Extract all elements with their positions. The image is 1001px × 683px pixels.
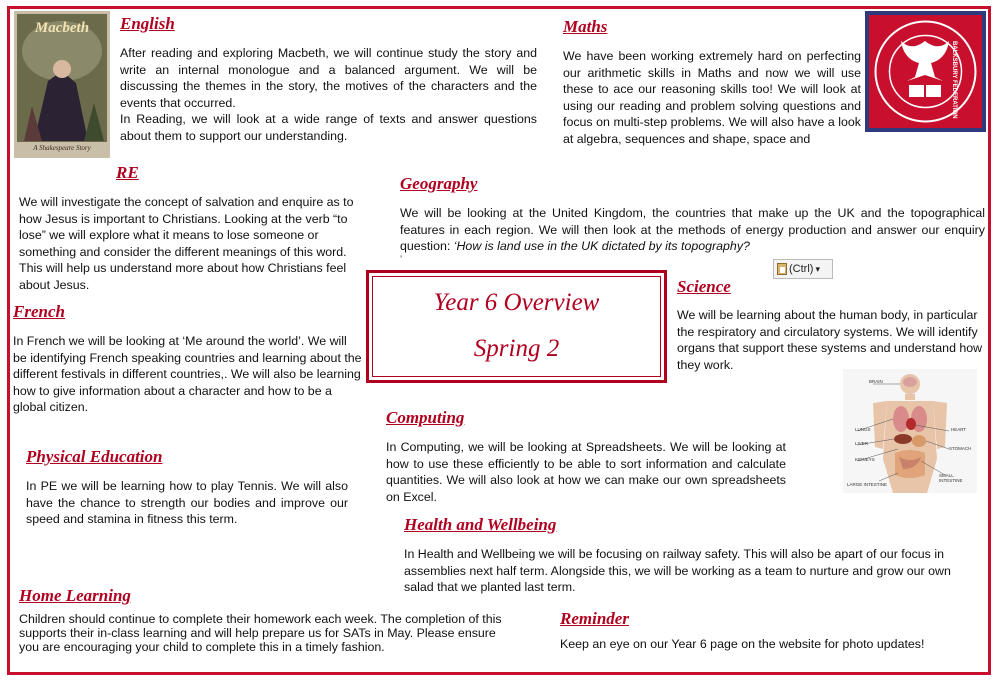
maths-text: We have been working extremely hard on perfecting our arithmetic skills in Maths and now we will use these to ace our reasoning skills too! We will look at using our reading and problem solving questions and focus on multi-step problems. We will also have a look at algebra, sequences and shape, space and [563, 49, 861, 146]
english-text-p1: After reading and exploring Macbeth, we will continue study the story and write an internal monologue and a balanced argument. We will be discussing the themes in the story, the motives of the characters and the events that occurred. [120, 46, 537, 110]
french-heading: French [13, 302, 65, 321]
reminder-text: Keep an eye on our Year 6 page on the website for photo updates! [560, 637, 925, 651]
anatomy-label-large-intestine: LARGE INTESTINE [847, 482, 888, 487]
re-heading: RE [116, 163, 139, 182]
paste-options-button[interactable] [773, 259, 833, 279]
geography-text [400, 205, 985, 264]
english-heading: English [120, 14, 175, 33]
computing-text: In Computing, we will be looking at Spreadsheets. We will be looking at how to use these efficiently to be able to sort information and calculate quantities. We will also look at how we can make our own spreadsheets on Excel. [386, 440, 786, 504]
pe-text: In PE we will be learning how to play Tennis. We will also have the chance to strength our bodies and improve our speed and stamina in fitness this term. [26, 479, 348, 527]
health-text: In Health and Wellbeing we will be focusing on railway safety. This will also be apart of our focus in assemblies next half term. Alongside this, we will be working as a team to nurture and grow our own salad that we planted last term. [404, 547, 951, 595]
science-text: We will be learning about the human body, in particular the respiratory and circulatory systems. We will identify organs that support these systems and understand how they work. [677, 308, 983, 372]
anatomy-label-liver: LIVER [855, 441, 869, 446]
anatomy-label-lungs: LUNGS [855, 427, 871, 432]
overview-title-box [366, 270, 667, 383]
logo-text: BALKSBURY FEDERATION [951, 41, 957, 119]
overview-title: Year 6 Overview [433, 289, 600, 316]
macbeth-book-cover [14, 11, 110, 158]
maths-heading: Maths [563, 17, 608, 36]
anatomy-label-brain: BRAIN [869, 379, 883, 384]
geography-stray-mark: ’ [400, 253, 402, 264]
book-title: Macbeth [34, 20, 90, 36]
anatomy-label-kidneys: KIDNEYS [855, 457, 875, 462]
clipboard-icon [777, 263, 787, 275]
computing-heading: Computing [386, 408, 465, 427]
anatomy-label-small-intestine: SMALL INTESTINE [939, 473, 963, 483]
paste-options-label: (Ctrl) [789, 263, 814, 275]
english-text [120, 45, 537, 145]
pe-heading: Physical Education [26, 447, 163, 466]
re-text: We will investigate the concept of salvation and enquire as to how Jesus is important to Christians. Looking at the verb “to lose” we will explore what it means to lose someone or something and consider the different meanings of this word. This will help us understand more about how Christians feel about Jesus. [19, 195, 354, 292]
chevron-down-icon: ▾ [815, 263, 820, 274]
anatomy-label-heart: HEART [951, 427, 967, 432]
human-anatomy-diagram [843, 369, 977, 493]
home-learning-heading: Home Learning [19, 586, 131, 605]
federation-crest [865, 11, 986, 132]
book-subtitle: A Shakespeare Story [33, 144, 91, 152]
anatomy-label-stomach: STOMACH [949, 446, 972, 451]
geography-body: We will be looking at the United Kingdom, the countries that make up the UK and the topographical features in each region. We will then look at the methods of energy production and answer our enquiry question: [400, 206, 985, 254]
overview-term: Spring 2 [473, 335, 560, 362]
health-heading: Health and Wellbeing [404, 515, 557, 534]
french-text: In French we will be looking at ‘Me around the world’. We will be identifying French speaking countries and learning about the different festivals in different countries,. We will also be learning how to give information about a character and how to be a global citizen. [13, 334, 362, 415]
science-heading: Science [677, 277, 731, 296]
english-text-p2: In Reading, we will look at a wide range of texts and answer questions about them to support our understanding. [120, 112, 537, 143]
balksbury-federation-logo [865, 11, 986, 132]
geography-heading: Geography [400, 174, 478, 193]
home-learning-text: Children should continue to complete their homework each week. The completion of this supports their in-class learning and will help prepare us for SATs in May. Please ensure you are encouraging your child to complete this in a timely fashion. [19, 612, 502, 654]
reminder-heading: Reminder [560, 609, 629, 628]
geography-enquiry-question: ‘How is land use in the UK dictated by its topography? [453, 239, 750, 254]
